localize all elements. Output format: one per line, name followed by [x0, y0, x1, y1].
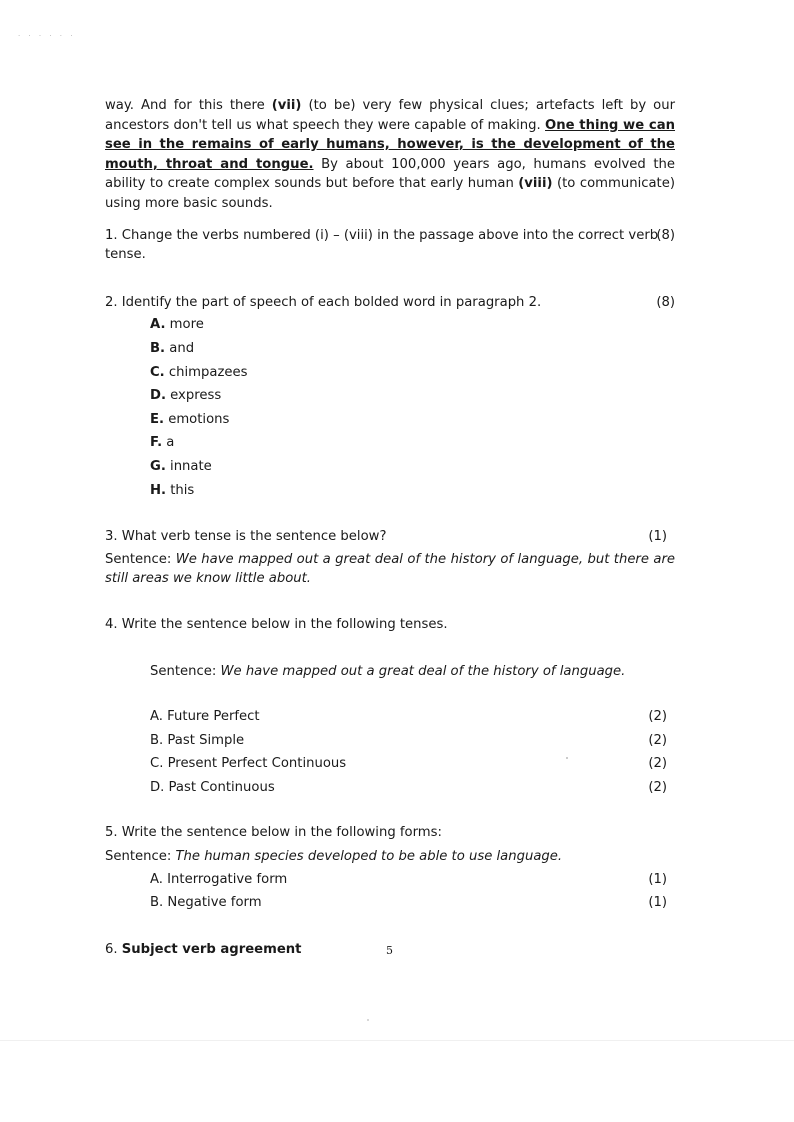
page-number: 5	[386, 944, 393, 957]
scan-specks: · · · · · ·	[18, 32, 76, 40]
passage-paragraph: way. And for this there (vii) (to be) very few physical clues; artefacts left by our ancestors don't tell us what speech they were capable of making. One thing we can see in the remains of early humans, however, is the development of the mouth, throat and tongue. By about 100,000 years ago, humans evolved the ability to create complex sounds but before that early human (viii) (to communicate) using more basic sounds.	[105, 98, 676, 211]
scan-speck	[367, 1019, 369, 1021]
page-content	[105, 96, 675, 959]
list-item: A. more	[150, 317, 204, 333]
question-5-sentence: Sentence: The human species developed to be able to use language.	[105, 849, 563, 865]
question-3-sentence: Sentence: We have mapped out a great deal of the history of language, but there are still areas we know little about.	[105, 551, 676, 587]
question-2-text: 2. Identify the part of speech of each bolded word in paragraph 2.	[105, 294, 542, 310]
list-item: D. Past Continuous (2)	[150, 779, 667, 795]
question-5	[105, 823, 675, 843]
question-1-mark: (8)	[656, 227, 675, 243]
list-item: B. Past Simple (2)	[150, 732, 667, 748]
scan-speck	[566, 757, 568, 759]
question-5-text: 5. Write the sentence below in the following forms:	[105, 825, 442, 841]
list-item: B. and	[150, 340, 195, 356]
list-item: A. Future Perfect (2)	[150, 709, 667, 725]
question-5-list	[105, 868, 675, 915]
list-item: F. a	[150, 435, 175, 451]
list-item: G. innate	[150, 458, 212, 474]
question-2	[105, 293, 675, 313]
list-item: B. Negative form (1)	[150, 895, 667, 911]
question-6: 6. Subject verb agreement	[105, 941, 302, 957]
question-1	[105, 226, 675, 265]
question-3-mark: (1)	[648, 529, 667, 545]
list-item: E. emotions	[150, 411, 230, 427]
list-item: H. this	[150, 482, 195, 498]
list-item: D. express	[150, 388, 222, 404]
question-6-title: Subject verb agreement	[121, 941, 302, 957]
question-4-list	[105, 705, 675, 799]
underlined-sentence: One thing we can see in the remains of early humans, however, is the development of the mouth, throat and tongue.	[105, 117, 676, 172]
question-4-text: 4. Write the sentence below in the following tenses.	[105, 616, 448, 632]
question-3	[105, 527, 675, 547]
list-item: C. Present Perfect Continuous (2)	[150, 756, 667, 772]
question-2-mark: (8)	[656, 294, 675, 310]
question-1-text: 1. Change the verbs numbered (i) – (viii) in the passage above into the correct verb tense.	[105, 227, 659, 263]
list-item: C. chimpazees	[150, 364, 248, 380]
question-2-list	[105, 313, 675, 502]
scan-edge-line	[0, 1040, 794, 1041]
question-4	[105, 615, 675, 635]
question-4-sentence: Sentence: We have mapped out a great deal of the history of language.	[150, 664, 626, 680]
list-item: A. Interrogative form (1)	[150, 871, 667, 887]
question-3-text: 3. What verb tense is the sentence below?	[105, 529, 387, 545]
